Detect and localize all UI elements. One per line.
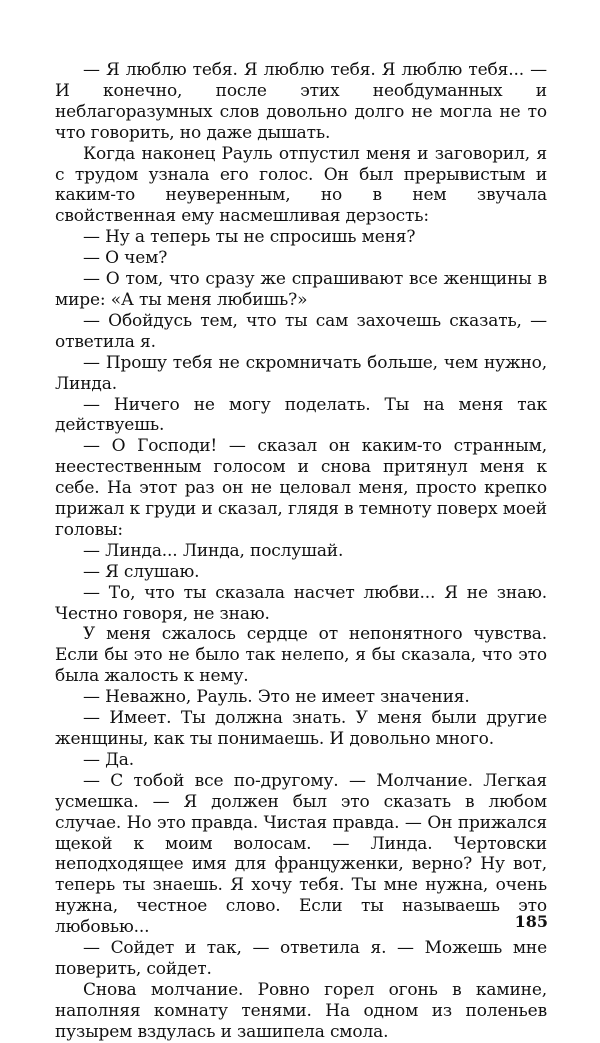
paragraph: — С тобой все по-другому. — Молчание. Легкая усмешка. — Я должен был это сказать в любом случае. Но это правда. Чистая правда. — Он прижался щекой к моим волосам. — Линда. Чертовски неподходящее имя для француженки, верно? Ну вот, теперь ты знаешь. Я хочу тебя. Ты мне нужна, очень нужна, честное слово. Если ты называешь это любовью... [55,770,547,938]
paragraph: — Ничего не могу поделать. Ты на меня так действуешь. [55,394,547,436]
paragraph: — Прошу тебя не скромничать больше, чем нужно, Линда. [55,352,547,394]
paragraph: — Я слушаю. [83,561,200,582]
paragraph: — Линда... Линда, послушай. [83,540,344,561]
paragraph: — О чем? [83,248,168,269]
paragraph: Снова молчание. Ровно горел огонь в камине, наполняя комнату тенями. На одном из поленьев пузырем вздулась и зашипела смола. [55,979,547,1042]
paragraph: — Да. [83,749,135,770]
page-number: 185 [514,912,548,931]
paragraph: У меня сжалось сердце от непонятного чувства. Если бы это не было так нелепо, я бы сказала, что это была жалость к нему. [55,624,547,687]
paragraph: — Я люблю тебя. Я люблю тебя. Я люблю тебя... — И конечно, после этих необдуманных и неблагоразумных слов довольно долго не могла не то что говорить, но даже дышать. [55,60,547,143]
paragraph: — Ну а теперь ты не спросишь меня? [83,227,416,248]
paragraph: — Обойдусь тем, что ты сам захочешь сказать, — ответила я. [55,310,547,352]
paragraph: Когда наконец Рауль отпустил меня и заговорил, я с трудом узнала его голос. Он был прерывистым и каким-то неуверенным, но в нем звучала свойственная ему насмешливая дерзость: [55,143,547,227]
paragraph: — Сойдет и так, — ответила я. — Можешь мне поверить, сойдет. [55,938,547,979]
paragraph: — Неважно, Рауль. Это не имеет значения. [83,687,470,708]
paragraph: — Имеет. Ты должна знать. У меня были другие женщины, как ты понимаешь. И довольно много. [55,708,547,749]
paragraph: — О Господи! — сказал он каким-то странным, неестественным голосом и снова притянул меня к себе. На этот раз он не целовал меня, просто крепко прижал к груди и сказал, глядя в темноту поверх моей головы: [55,436,547,540]
paragraph: — О том, что сразу же спрашивают все женщины в мире: «А ты меня любишь?» [55,269,547,310]
page-text [55,60,547,1043]
paragraph: — То, что ты сказала насчет любви... Я не знаю. Честно говоря, не знаю. [55,582,547,624]
